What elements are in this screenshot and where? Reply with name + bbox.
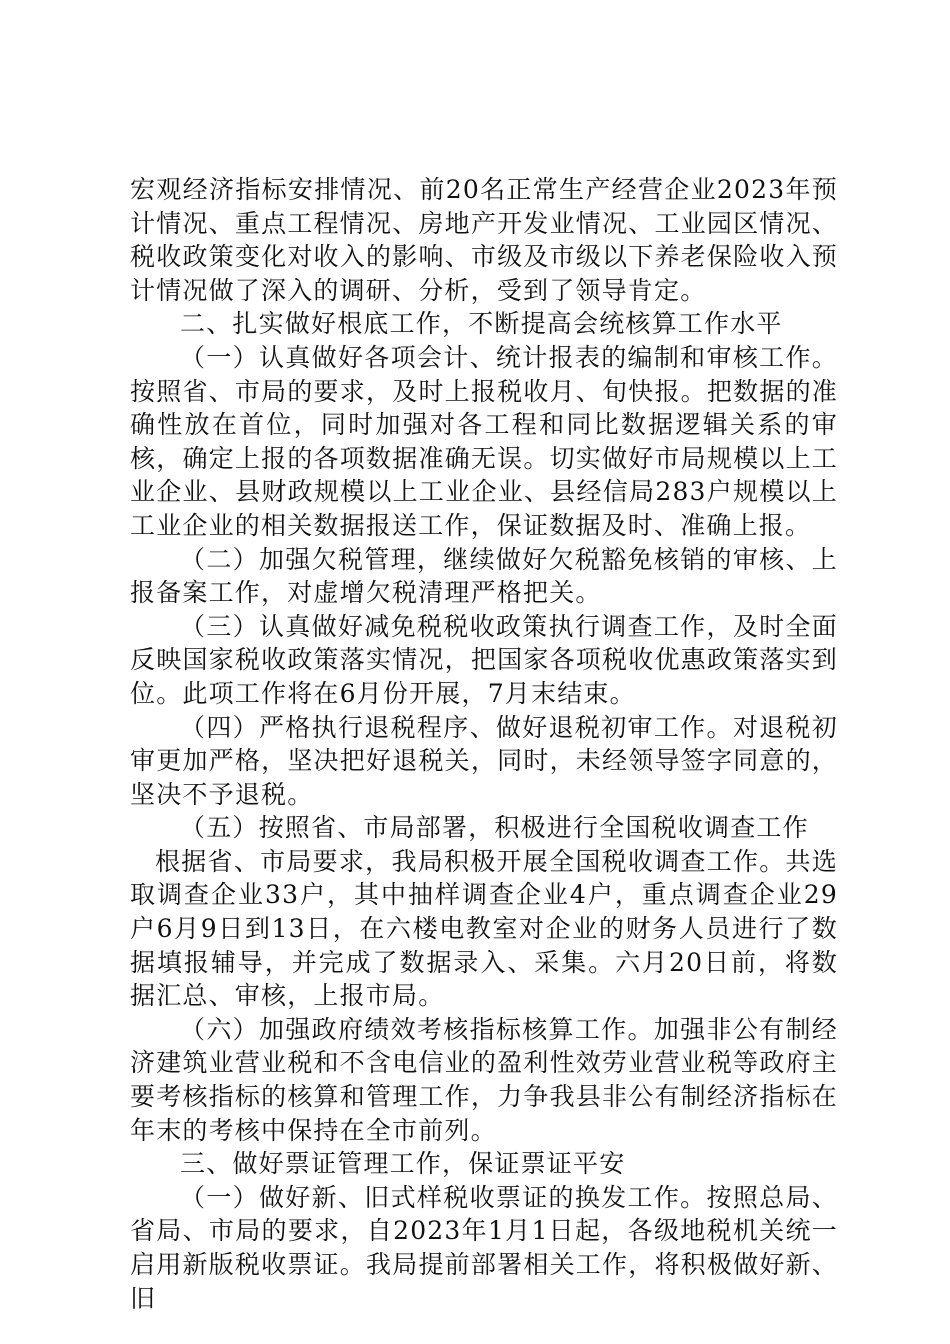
- section-heading-receipts: 三、做好票证管理工作，保证票证平安: [180, 1149, 626, 1179]
- paragraph-reports-review: （一）认真做好各项会计、统计报表的编制和审核工作。按照省、市局的要求，及时上报税收月、旬快报。把数据的准确性放在首位，同时加强对各工程和同比数据逻辑关系的审核，确定上报的各项数据准确无误。切实做好市局规模以上工业企业、县财政规模以上工业企业、县经信局283户规模以上工业企业的相关数据报送工作，保证数据及时、准确上报。: [130, 342, 838, 540]
- paragraph-national-survey-heading: （五）按照省、市局部署，积极进行全国税收调查工作: [180, 813, 809, 843]
- paragraph-performance-assessment: （六）加强政府绩效考核指标核算工作。加强非公有制经济建筑业营业税和不含电信业的盈利性效劳业营业税等政府主要考核指标的核算和管理工作，力争我县非公有制经济指标在年末的考核中保持在全市前列。: [130, 1014, 838, 1145]
- document-body: [130, 173, 838, 1315]
- paragraph-tax-refund: （四）严格执行退税程序、做好退税初审工作。对退税初审更加严格，坚决把好退税关，同时，未经领导签字同意的，坚决不予退税。: [130, 712, 838, 809]
- paragraph-national-survey-detail: 根据省、市局要求，我局积极开展全国税收调查工作。共选取调查企业33户，其中抽样调查企业4户，重点调查企业29户6月9日到13日，在六楼电教室对企业的财务人员进行了数据填报辅导，并完成了数据录入、采集。六月20日前，将数据汇总、审核，上报市局。: [130, 846, 838, 1011]
- paragraph-tax-arrears: （二）加强欠税管理，继续做好欠税豁免核销的审核、上报备案工作，对虚增欠税清理严格把关。: [130, 544, 838, 608]
- paragraph-tax-exemption-survey: （三）认真做好减免税税收政策执行调查工作，及时全面反映国家税收政策落实情况，把国家各项税收优惠政策落实到位。此项工作将在6月份开展，7月末结束。: [130, 611, 838, 708]
- paragraph-economic-indicators: 宏观经济指标安排情况、前20名正常生产经营企业2023年预计情况、重点工程情况、房地产开发业情况、工业园区情况、税收政策变化对收入的影响、市级及市级以下养老保险收入预计情况做了深入的调研、分析，受到了领导肯定。: [130, 175, 838, 305]
- paragraph-receipt-exchange: （一）做好新、旧式样税收票证的换发工作。按照总局、省局、市局的要求，自2023年1月1日起，各级地税机关统一启用新版税收票证。我局提前部署相关工作，将积极做好新、旧: [130, 1182, 838, 1313]
- section-heading-accounting: 二、扎实做好根底工作，不断提高会统核算工作水平: [180, 309, 783, 339]
